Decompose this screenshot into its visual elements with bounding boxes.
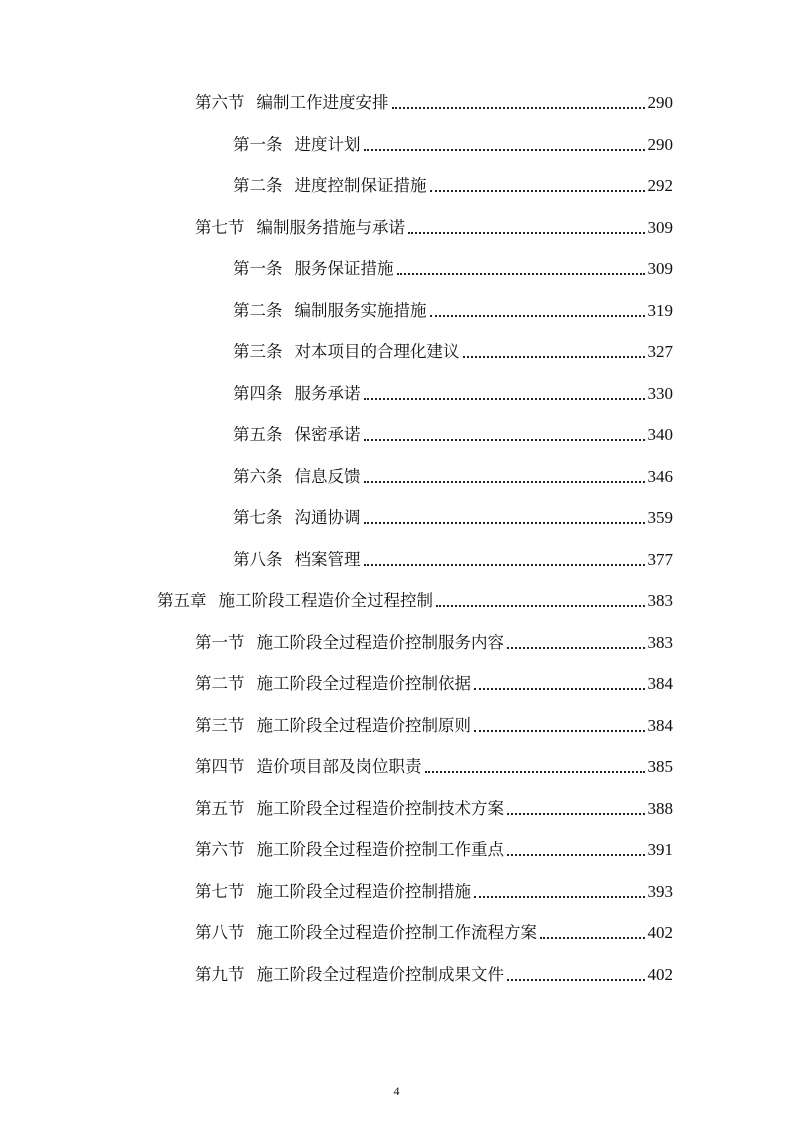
- toc-entry-number: 第六条: [233, 466, 283, 486]
- toc-entry-title: 服务承诺: [294, 383, 361, 403]
- dot-leader: [436, 604, 645, 607]
- toc-entry-title: 施工阶段全过程造价控制技术方案: [256, 798, 504, 818]
- dot-leader: [507, 978, 645, 981]
- dot-leader: [507, 646, 645, 649]
- toc-entry[interactable]: [195, 711, 673, 737]
- toc-entry-number: 第三节: [195, 715, 245, 735]
- toc-entry-number: 第二节: [195, 674, 245, 693]
- toc-entry-page: 359: [647, 508, 673, 527]
- toc-entry[interactable]: [233, 462, 673, 488]
- toc-entry-title: 编制服务实施措施: [294, 300, 427, 320]
- toc-entry[interactable]: [233, 420, 673, 446]
- toc-entry[interactable]: [233, 337, 673, 363]
- toc-entry-page: 309: [647, 217, 673, 237]
- toc-entry-title: 施工阶段全过程造价控制措施: [256, 881, 471, 901]
- toc-entry[interactable]: [195, 213, 673, 239]
- toc-entry-number: 第一节: [195, 632, 245, 652]
- toc-entry-title: 造价项目部及岗位职责: [256, 757, 422, 776]
- toc-entry[interactable]: [195, 960, 673, 986]
- toc-entry-title: 施工阶段全过程造价控制工作重点: [256, 840, 504, 859]
- toc-entry[interactable]: [195, 669, 673, 695]
- toc-entry-title: 进度控制保证措施: [294, 176, 427, 195]
- toc-entry[interactable]: [233, 379, 673, 405]
- toc-entry-page: 346: [647, 466, 673, 486]
- toc-entry-page: 290: [647, 134, 673, 154]
- toc-entry-title: 施工阶段全过程造价控制工作流程方案: [256, 923, 537, 942]
- toc-entry-number: 第七条: [233, 508, 283, 527]
- toc-entry-number: 第五章: [157, 591, 207, 610]
- toc-entry-number: 第五条: [233, 425, 283, 444]
- dot-leader: [364, 438, 645, 441]
- toc-entry[interactable]: [195, 628, 673, 654]
- dot-leader: [364, 563, 645, 566]
- toc-entry-number: 第二条: [233, 176, 283, 195]
- toc-entry-page: 385: [647, 757, 673, 776]
- toc-entry-page: 388: [647, 798, 673, 818]
- dot-leader: [425, 770, 645, 773]
- toc-entry-number: 第一条: [233, 259, 283, 278]
- toc-entry-title: 施工阶段全过程造价控制服务内容: [256, 632, 504, 652]
- toc-entry-number: 第一条: [233, 134, 283, 154]
- dot-leader: [364, 521, 645, 524]
- toc-entry[interactable]: [195, 88, 673, 114]
- toc-entry-title: 施工阶段工程造价全过程控制: [218, 591, 433, 610]
- toc-entry-number: 第四节: [195, 757, 245, 776]
- dot-leader: [364, 397, 645, 400]
- toc-entry-title: 沟通协调: [294, 508, 361, 527]
- dot-leader: [507, 812, 645, 815]
- toc-entry-title: 施工阶段全过程造价控制原则: [256, 715, 471, 735]
- toc-entry-title: 编制服务措施与承诺: [256, 217, 405, 237]
- toc-entry[interactable]: [195, 752, 673, 778]
- toc-entry-title: 服务保证措施: [294, 259, 394, 278]
- dot-leader: [364, 148, 645, 151]
- dot-leader: [364, 480, 645, 483]
- toc-entry-page: 327: [647, 342, 673, 361]
- toc-entry[interactable]: [195, 835, 673, 861]
- toc-entry-title: 信息反馈: [294, 466, 361, 486]
- toc-entry-page: 319: [647, 300, 673, 320]
- dot-leader: [463, 355, 645, 358]
- toc-entry-page: 393: [647, 881, 673, 901]
- toc-entry[interactable]: [233, 545, 673, 571]
- toc-entry-number: 第二条: [233, 300, 283, 320]
- toc-entry-number: 第五节: [195, 798, 245, 818]
- toc-entry-page: 383: [647, 632, 673, 652]
- toc-entry[interactable]: [233, 254, 673, 280]
- dot-leader: [392, 106, 645, 109]
- toc-entry-number: 第六节: [195, 840, 245, 859]
- toc-entry-number: 第七节: [195, 881, 245, 901]
- dot-leader: [408, 231, 645, 234]
- toc-entry-number: 第四条: [233, 383, 283, 403]
- toc-entry-title: 进度计划: [294, 134, 361, 154]
- toc-entry-page: 330: [647, 383, 673, 403]
- dot-leader: [540, 936, 645, 939]
- page-number: 4: [393, 1084, 400, 1098]
- toc-entry-page: 402: [647, 923, 673, 942]
- toc-entry-page: 377: [647, 549, 673, 569]
- toc-entry-page: 383: [647, 591, 673, 610]
- toc-entry-page: 391: [647, 840, 673, 859]
- toc-entry-title: 编制工作进度安排: [256, 93, 389, 112]
- toc-entry-number: 第八条: [233, 549, 283, 569]
- dot-leader: [474, 729, 645, 732]
- toc-entry-page: 384: [647, 674, 673, 693]
- dot-leader: [430, 314, 645, 317]
- toc-entry-number: 第三条: [233, 342, 283, 361]
- toc-entry[interactable]: [233, 130, 673, 156]
- toc-entry[interactable]: [157, 586, 673, 612]
- toc-entry-title: 施工阶段全过程造价控制依据: [256, 674, 471, 693]
- toc-entry-number: 第七节: [195, 217, 245, 237]
- toc-entry-number: 第六节: [195, 93, 245, 112]
- dot-leader: [474, 895, 645, 898]
- toc-entry-number: 第八节: [195, 923, 245, 942]
- toc-entry[interactable]: [233, 503, 673, 529]
- toc-entry-page: 309: [647, 259, 673, 278]
- toc-entry-page: 292: [647, 176, 673, 195]
- toc-entry[interactable]: [233, 296, 673, 322]
- toc-entry-title: 档案管理: [294, 549, 361, 569]
- toc-entry-page: 290: [647, 93, 673, 112]
- toc-entry-title: 对本项目的合理化建议: [294, 342, 460, 361]
- toc-entry[interactable]: [195, 794, 673, 820]
- toc-entry[interactable]: [195, 877, 673, 903]
- toc-entry-number: 第九节: [195, 964, 245, 984]
- dot-leader: [430, 189, 645, 192]
- toc-entry-page: 402: [647, 964, 673, 984]
- toc-entry-page: 340: [647, 425, 673, 444]
- toc-entry[interactable]: [195, 918, 673, 944]
- dot-leader: [474, 687, 645, 690]
- dot-leader: [397, 272, 645, 275]
- toc-entry-title: 施工阶段全过程造价控制成果文件: [256, 964, 504, 984]
- toc-entry-page: 384: [647, 715, 673, 735]
- toc-entry[interactable]: [233, 171, 673, 197]
- toc-entry-title: 保密承诺: [294, 425, 361, 444]
- dot-leader: [507, 853, 645, 856]
